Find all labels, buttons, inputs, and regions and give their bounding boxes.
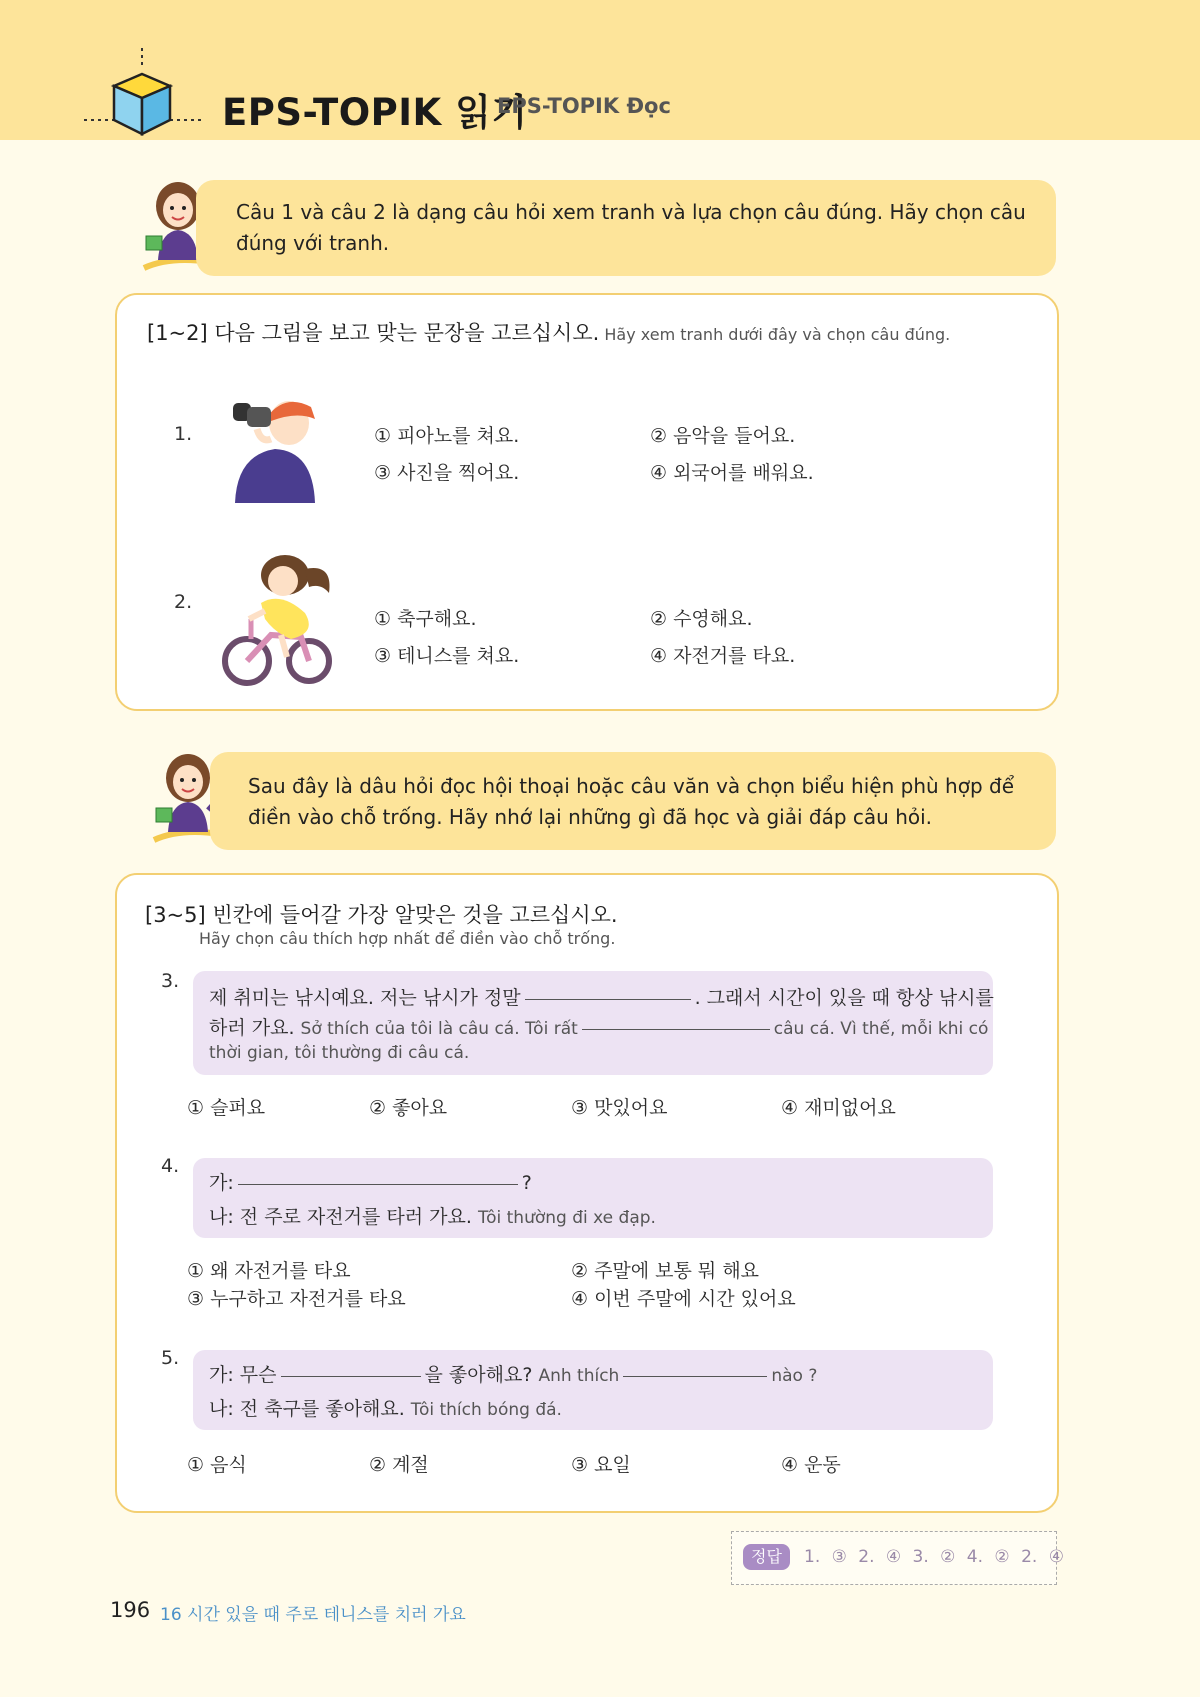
q3-passage: [193, 971, 993, 1075]
section2-instruction-vi: Hãy chọn câu thích hợp nhất để điền vào chỗ trống.: [199, 929, 616, 948]
q5-blank[interactable]: [281, 1375, 421, 1377]
q3-text-b: . 그래서 시간이 있을 때 항상 낚시를: [694, 987, 994, 1009]
q5-line1-vi-a: Anh thích: [538, 1366, 620, 1386]
q5-line2-ko: 나: 전 축구를 좋아해요.: [209, 1398, 405, 1420]
q5-line2-vi: Tôi thích bóng đá.: [410, 1400, 562, 1420]
q4-option-1[interactable]: ① 왜 자전거를 타요: [187, 1260, 351, 1282]
page-number: 196: [110, 1598, 151, 1622]
q2-option-4[interactable]: ④ 자전거를 타요.: [650, 645, 796, 667]
q2-option-1[interactable]: ① 축구해요.: [374, 608, 477, 630]
binoculars-person-icon: [227, 393, 327, 507]
answer-key: [731, 1531, 1064, 1585]
q4-line2-vi: Tôi thường đi xe đạp.: [477, 1208, 656, 1228]
q3-text-c: 하러 가요.: [209, 1017, 295, 1039]
section1-instruction-vi: Hãy xem tranh dưới đây và chọn câu đúng.: [604, 325, 951, 344]
q4-blank[interactable]: [238, 1183, 518, 1185]
q1-option-4[interactable]: ④ 외국어를 배워요.: [650, 462, 814, 484]
q4-question-mark: ?: [521, 1172, 532, 1194]
q3-option-1[interactable]: ① 슬퍼요: [187, 1097, 266, 1119]
section1-panel: [115, 293, 1059, 711]
q3-option-3[interactable]: ③ 맛있어요: [571, 1097, 668, 1119]
q4-option-4[interactable]: ④ 이번 주말에 시간 있어요: [571, 1288, 796, 1310]
q3-option-2[interactable]: ② 좋아요: [369, 1097, 448, 1119]
intro-bubble-1: [196, 180, 1056, 276]
q1-option-3[interactable]: ③ 사진을 찍어요.: [374, 462, 520, 484]
q1-option-1[interactable]: ① 피아노를 쳐요.: [374, 425, 520, 447]
q4-speaker-a: 가:: [209, 1172, 234, 1194]
q3-vi-a: Sở thích của tôi là câu cá. Tôi rất: [300, 1019, 578, 1039]
section2-panel: [115, 873, 1059, 1513]
q3-vi-c: thời gian, tôi thường đi câu cá.: [209, 1043, 470, 1063]
chapter-title: 16 시간 있을 때 주로 테니스를 치러 가요: [160, 1605, 466, 1625]
q5-option-3[interactable]: ③ 요일: [571, 1454, 631, 1476]
intro-text-1: Câu 1 và câu 2 là dạng câu hỏi xem tranh và lựa chọn câu đúng. Hãy chọn câu đúng với tranh.: [236, 200, 1026, 255]
q3-blank-1[interactable]: [525, 998, 691, 1000]
page-subtitle: EPS-TOPIK Đọc: [497, 94, 671, 118]
page-title: EPS-TOPIK 읽기: [222, 91, 528, 134]
q3-option-4[interactable]: ④ 재미없어요: [781, 1097, 896, 1119]
q2-option-2[interactable]: ② 수영해요.: [650, 608, 753, 630]
q3-blank-2: [582, 1028, 770, 1030]
intro-bubble-2: [210, 752, 1056, 850]
answer-key-values: 1. ③ 2. ④ 3. ② 4. ② 2. ④: [804, 1547, 1064, 1567]
section2-instruction-ko: [3~5] 빈칸에 들어갈 가장 알맞은 것을 고르십시오.: [145, 903, 618, 927]
section1-instruction: [147, 317, 950, 347]
q3-number: 3.: [161, 970, 180, 992]
q5-number: 5.: [161, 1347, 180, 1369]
q5-line1-b: 을 좋아해요?: [424, 1364, 533, 1386]
section1-instruction-ko: [1~2] 다음 그림을 보고 맞는 문장을 고르십시오.: [147, 321, 600, 345]
q1-number: 1.: [174, 423, 193, 445]
q3-text-a: 제 취미는 낚시예요. 저는 낚시가 정말: [209, 987, 521, 1009]
q2-option-3[interactable]: ③ 테니스를 쳐요.: [374, 645, 520, 667]
q4-line2-ko: 나: 전 주로 자전거를 타러 가요.: [209, 1206, 472, 1228]
q5-line1-a: 가: 무슨: [209, 1364, 277, 1386]
q5-option-2[interactable]: ② 계절: [369, 1454, 429, 1476]
q5-line1-vi-b: nào ?: [771, 1366, 818, 1386]
q3-vi-b: câu cá. Vì thế, mỗi khi có: [773, 1019, 989, 1039]
q1-option-2[interactable]: ② 음악을 들어요.: [650, 425, 796, 447]
q5-option-1[interactable]: ① 음식: [187, 1454, 247, 1476]
q4-dialogue: [193, 1158, 993, 1238]
q2-number: 2.: [174, 591, 193, 613]
q4-number: 4.: [161, 1155, 180, 1177]
q4-option-3[interactable]: ③ 누구하고 자전거를 타요: [187, 1288, 406, 1310]
q5-blank-vi: [623, 1375, 767, 1377]
cube-icon: [84, 48, 204, 138]
q5-dialogue: [193, 1350, 993, 1430]
q5-option-4[interactable]: ④ 운동: [781, 1454, 841, 1476]
answer-key-badge: 정답: [743, 1544, 790, 1570]
cyclist-girl-icon: [221, 553, 337, 689]
q4-option-2[interactable]: ② 주말에 보통 뭐 해요: [571, 1260, 760, 1282]
intro-text-2: Sau đây là dâu hỏi đọc hội thoại hoặc câu văn và chọn biểu hiện phù hợp để điền vào chỗ trống. Hãy nhớ lại những gì đã học và giải đáp câu hỏi.: [248, 774, 1014, 829]
